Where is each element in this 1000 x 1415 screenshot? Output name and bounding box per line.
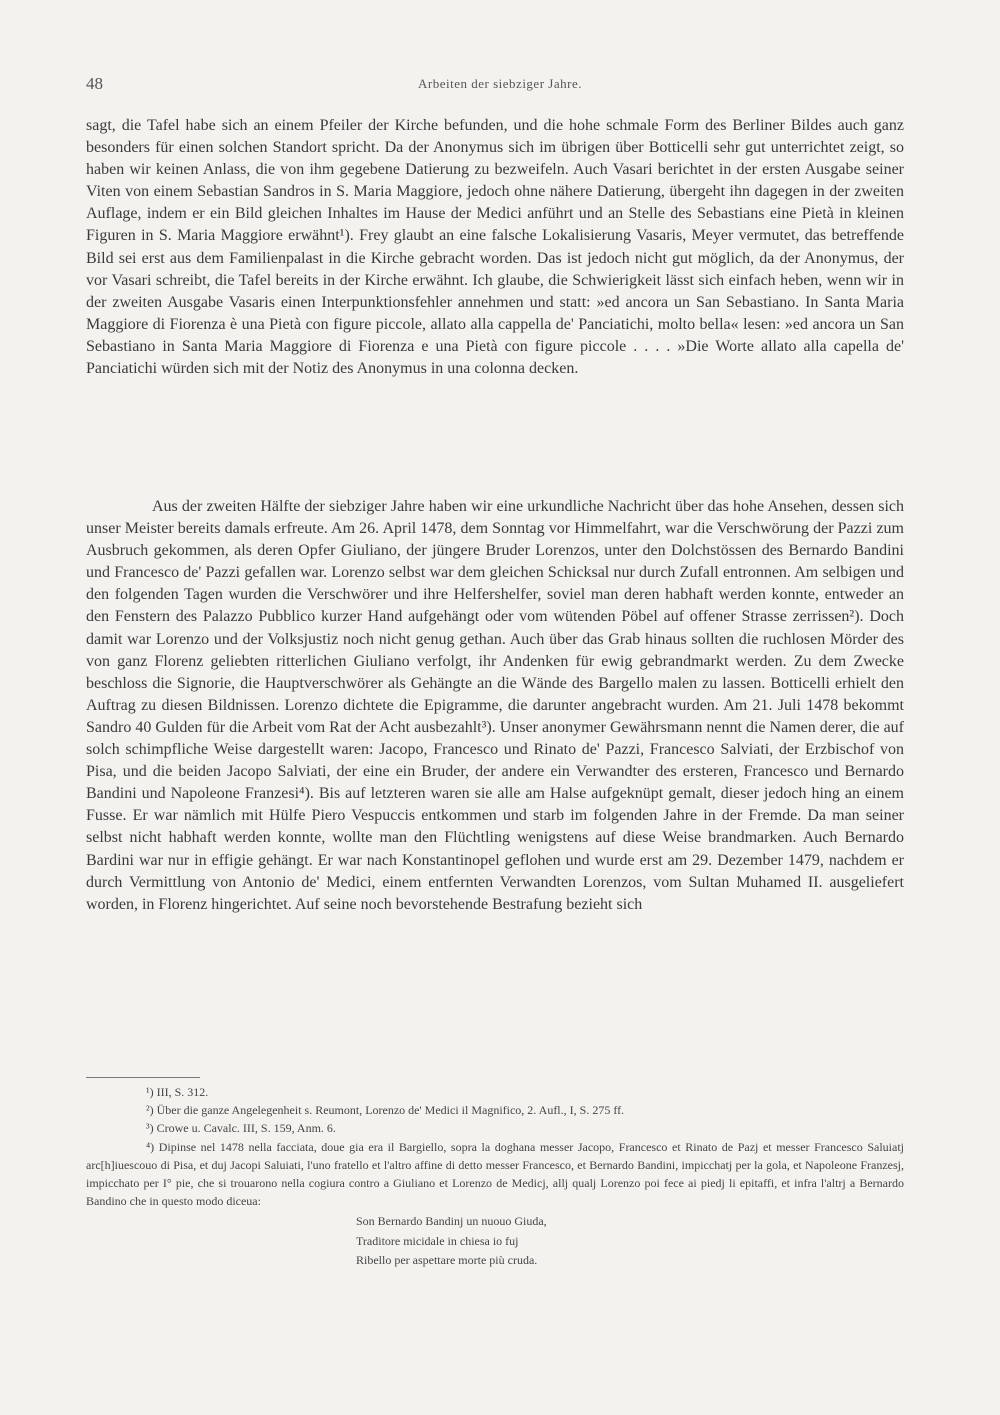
running-title: Arbeiten der siebziger Jahre. — [418, 76, 582, 91]
epitaph-verse — [86, 1212, 904, 1271]
footnote-2: ²) Über die ganze Angelegenheit s. Reumont, Lorenzo de' Medici il Magnifico, 2. Aufl., I, S. 275 ff. — [146, 1103, 625, 1118]
footnotes — [86, 1083, 904, 1271]
verse-line: Son Bernardo Bandinj un nuouo Giuda, — [356, 1214, 547, 1229]
paragraph-text: Aus der zweiten Hälfte der siebziger Jahre haben wir eine urkundliche Nachricht über das hohe Ansehen, dessen sich unser Meister bereits damals erfreute. Am 26. April 1478, dem Sonntag vor Himmelfahrt, war die Verschwörung der Pazzi zum Ausbruch gekommen, als deren Opfer Giuliano, der jüngere Bruder Lorenzos, unter den Dolchstössen des Bernardo Bandini und Francesco de' Pazzi gefallen war. Lorenzo selbst war dem gleichen Schicksal nur durch Zufall entronnen. Am selbigen und den folgenden Tagen wurden die Verschwörer und ihre Helfershelfer, soviel man deren habhaft werden konnte, entweder an den Fenstern des Palazzo Pubblico kurzer Hand aufgehängt oder vom wütenden Pöbel auf offener Strasse zerrissen²). Doch damit war Lorenzo und der Volksjustiz noch nicht genug gethan. Auch über das Grab hinaus sollten die ruchlosen Mörder des von ganz Florenz geliebten ritterlichen Giuliano verfolgt, ihr Andenken für ewig gebrandmarkt werden. Zu dem Zwecke beschloss die Signorie, die Hauptverschwörer als Gehängte an die Wände des Bargello malen zu lassen. Botticelli erhielt den Auftrag zu diesen Bildnissen. Lorenzo dichtete die Epigramme, die darunter angebracht wurden. Am 21. Juli 1478 bekommt Sandro 40 Gulden für die Arbeit vom Rat der Acht ausbezahlt³). Unser anonymer Gewährsmann nennt die Namen derer, die auf solch schimpfliche Weise dargestellt waren: Jacopo, Francesco und Rinato de' Pazzi, Francesco Salviati, der Erzbischof von Pisa, und die beiden Jacopo Salviati, der eine ein Bruder, der andere ein Verwandter des ersteren, Francesco und Bernardo Bandini und Napoleone Franzesi⁴). Bis auf letzteren waren sie alle am Halse aufgeknüpt gemalt, dieser jedoch hing an einem Fusse. Er war nämlich mit Hülfe Piero Vespuccis entkommen und starb im folgenden Jahre in der Fremde. Da man seiner selbst nicht habhaft werden konnte, wollte man den Flüchtling wenigstens auf diese Weise brandmarken. Auch Bernardo Bardini war nur in effigie gehängt. Er war nach Konstantinopel geflohen und wurde erst am 29. Dezember 1479, nachdem er durch Vermittlung von Antonio de' Medici, einem entfernten Verwandten Lorenzos, vom Sultan Muhamed II. ausgeliefert worden, in Florenz hingerichtet. Auf seine noch bevorstehende Bestrafung bezieht sich — [86, 498, 904, 913]
footnote-4: ⁴) Dipinse nel 1478 nella facciata, doue gia era il Bargiello, sopra la doghana messer Jacopo, Francesco et Rinato de Pazj et messer Francesco Saluiatj arc[h]iuescouo di Pisa, et duj Jacopi Saluiati, l'uno fratello et l'altro affine di detto messer Francesco, et Bernardo Bandini, impicchatj per la gola, et Napoleone Franzesj, impicchato per I° pie, che si trouarono nella cogiura contro a Giuliano et Lorenzo de Medicj, allj qualj Lorenzo poi fece ai piedj li epitaffi, et infra l'altrj a Bernardo Bandino che in questo modo diceua: — [86, 1139, 904, 1209]
paragraph-text: sagt, die Tafel habe sich an einem Pfeiler der Kirche befunden, und die hohe schmale Form des Berliner Bildes auch ganz besonders für einen solchen Standort spricht. Da der Anonymus sich im übrigen über Botticelli sehr gut unterrichtet zeigt, so haben wir keinen Anlass, die von ihm gegebene Datierung zu bezweifeln. Auch Vasari berichtet in der ersten Ausgabe seiner Viten von einem Sebastian Sandros in S. Maria Maggiore, jedoch ohne nähere Datierung, übergeht ihn dagegen in der zweiten Auflage, indem er ein Bild gleichen Inhaltes im Hause der Medici anführt und an Stelle des Sebastians eine Pietà in kleinen Figuren in S. Maria Maggiore erwähnt¹). Frey glaubt an eine falsche Lokalisierung Vasaris, Meyer vermutet, das betreffende Bild sei erst aus dem Familienpalast in die Kirche gebracht worden. Das ist jedoch nicht gut möglich, da der Anonymus, der vor Vasari schreibt, die Tafel bereits in der Kirche erwähnt. Ich glaube, die Schwierigkeit lässt sich einfach heben, wenn wir in der zweiten Ausgabe Vasaris einen Interpunktionsfehler annehmen und statt: »ed ancora un San Sebastiano. In Santa Maria Maggiore di Fiorenza è una Pietà con figure piccole, allato alla cappella de' Panciatichi, molto bella« lesen: »ed ancora un San Sebastiano in Santa Maria Maggiore di Fiorenza e una Pietà con figure piccole . . . . »Die Worte allato alla capella de' Panciatichi würden sich mit der Notiz des Anonymus in una colonna decken. — [86, 117, 904, 378]
verse-line: Ribello per aspettare morte più cruda. — [356, 1253, 538, 1268]
footnote-1: ¹) III, S. 312. — [146, 1085, 209, 1099]
page-number: 48 — [86, 74, 103, 93]
body-paragraph-continued — [86, 115, 904, 380]
footnote-3: ³) Crowe u. Cavalc. III, S. 159, Anm. 6. — [146, 1121, 336, 1136]
footnote-divider — [86, 1077, 200, 1078]
body-paragraph — [86, 496, 904, 916]
verse-line: Traditore micidale in chiesa io fuj — [356, 1233, 519, 1248]
